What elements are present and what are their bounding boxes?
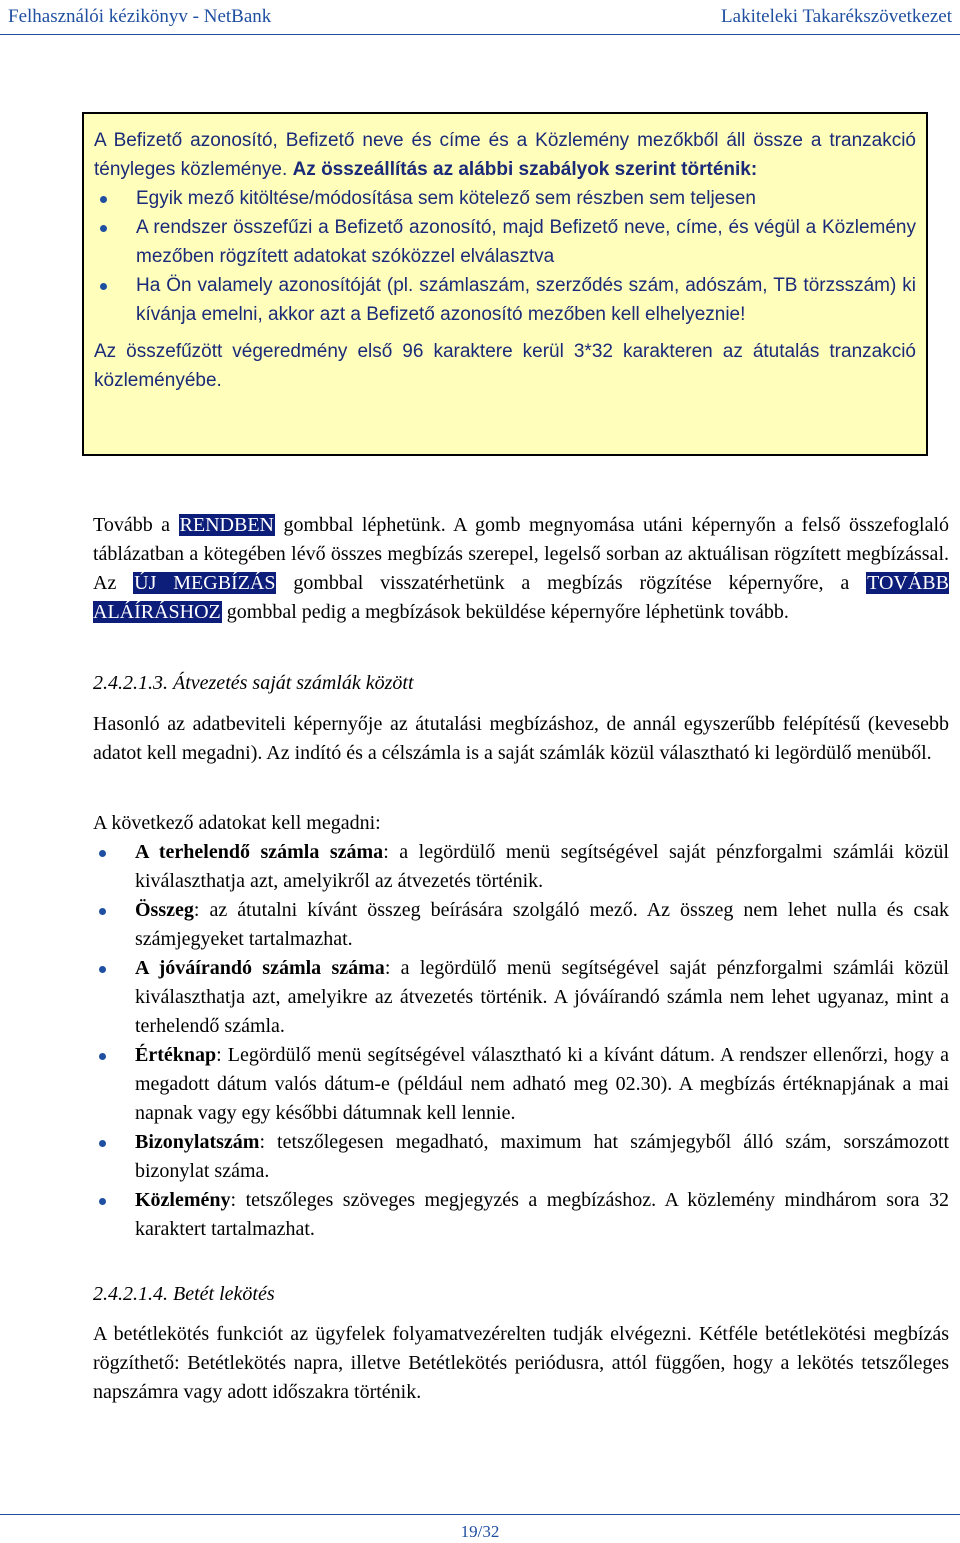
list-item: A jóváírandó számla száma: a legördülő menü segítségével saját pénzforgalmi számlái közül kiválaszthatja azt, amelyikre az átvezetés történik. A jóváírandó számla nem lehet ugyanaz, mint a terhelendő számla. bbox=[93, 954, 949, 1041]
page-header bbox=[0, 0, 960, 36]
bullet-icon bbox=[99, 908, 106, 915]
bullet-icon bbox=[99, 1053, 106, 1060]
page-number: 19/32 bbox=[460, 1522, 500, 1541]
section-atvezetes-para: Hasonló az adatbeviteli képernyője az átutalási megbízáshoz, de annál egyszerűbb felépítésű (kevesebb adatot kell megadni). Az indító és a célszámla is a saját számlák közül választható ki legördülő menüből. bbox=[93, 713, 949, 764]
list-item: Közlemény: tetszőleges szöveges megjegyzés a megbízáshoz. A közlemény mindhárom sora 32 karaktert tartalmazhat. bbox=[93, 1186, 949, 1244]
bullet-icon bbox=[100, 196, 107, 203]
rendben-button-label: RENDBEN bbox=[179, 514, 274, 536]
note-bullet: Egyik mező kitöltése/módosítása sem kötelező sem részben sem teljesen bbox=[94, 184, 916, 213]
note-bullet: A rendszer összefűzi a Befizető azonosító, majd Befizető neve, címe, és végül a Közlemény mezőben rögzített adatokat szóközzel elválasztva bbox=[94, 213, 916, 271]
uj-megbizas-button-label: ÚJ MEGBÍZÁS bbox=[134, 572, 276, 594]
bullet-icon bbox=[99, 1198, 106, 1205]
bullet-icon bbox=[100, 225, 107, 232]
note-intro-text: A Befizető azonosító, Befizető neve és címe és a Közlemény mezőkből áll össze a tranzakció tényleges közleménye. bbox=[94, 130, 916, 180]
info-note-box bbox=[82, 112, 928, 456]
tovabb-alairashoz-button-label: TOVÁBB ALÁÍRÁSHOZ bbox=[93, 572, 949, 623]
section-betet-lekotes-para: A betétlekötés funkciót az ügyfelek folyamatvezérelten tudják elvégezni. Kétféle betétlekötési megbízás rögzíthető: Betétlekötés napra, illetve Betétlekötés periódusra, attól függően, hogy a lekötés tetszőleges napszámra vagy adott időszakra történik. bbox=[93, 1323, 949, 1403]
note-intro bbox=[94, 126, 916, 184]
list-item: Összeg: az átutalni kívánt összeg beírására szolgáló mező. Az összeg nem lehet nulla és csak számjegyeket tartalmazhat. bbox=[93, 896, 949, 954]
note-intro-bold: Az összeállítás az alábbi szabályok szerint történik: bbox=[292, 159, 758, 180]
list-item: Értéknap: Legördülő menü segítségével választható ki a kívánt dátum. A rendszer ellenőrzi, hogy a megadott dátum valós dátum-e (például nem adható meg 02.30). A megbízás értéknapjának a mai napnak vagy egy későbbi dátumnak kell lennie. bbox=[93, 1041, 949, 1128]
bullet-icon bbox=[99, 850, 106, 857]
fields-list bbox=[93, 838, 949, 1244]
header-manual-title: Felhasználói kézikönyv - NetBank bbox=[8, 6, 272, 27]
list-item: Bizonylatszám: tetszőlegesen megadható, maximum hat számjegyből álló szám, sorszámozott bizonylat száma. bbox=[93, 1128, 949, 1186]
list-intro: A következő adatokat kell megadni: bbox=[93, 812, 381, 834]
section-heading-atvezetes: 2.4.2.1.3. Átvezetés saját számlák között bbox=[93, 672, 414, 694]
header-organization: Lakiteleki Takarékszövetkezet bbox=[721, 6, 952, 27]
note-bullet: Ha Ön valamely azonosítóját (pl. számlaszám, szerződés szám, adószám, TB törzsszám) ki kívánja emelni, akkor azt a Befizető azonosító mezőben kell elhelyeznie! bbox=[94, 271, 916, 329]
header-rule bbox=[0, 34, 960, 35]
bullet-icon bbox=[99, 966, 106, 973]
bullet-icon bbox=[99, 1140, 106, 1147]
para-rendben: Tovább a RENDBEN gombbal léphetünk. A gomb megnyomása utáni képernyőn a felső összefoglaló táblázatban a kötegében lévő összes megbízás szerepel, legelső sorban az aktuálisan rögzített megbízással. Az ÚJ MEGBÍZÁS gombbal visszatérhetünk a megbízás rögzítése képernyőre, a TOVÁBB ALÁÍRÁSHOZ gombbal pedig a megbízások beküldése képernyőre léphetünk tovább. bbox=[93, 514, 950, 623]
note-bullet-list bbox=[94, 184, 916, 329]
bullet-icon bbox=[100, 283, 107, 290]
section-heading-betet-lekotes: 2.4.2.1.4. Betét lekötés bbox=[93, 1283, 275, 1305]
list-item: A terhelendő számla száma: a legördülő menü segítségével saját pénzforgalmi számlái közül kiválaszthatja azt, amelyikről az átvezetés történik. bbox=[93, 838, 949, 896]
footer-rule bbox=[0, 1514, 960, 1515]
note-final: Az összefűzött végeredmény első 96 karaktere kerül 3*32 karakteren az átutalás tranzakció közleményébe. bbox=[94, 341, 916, 391]
